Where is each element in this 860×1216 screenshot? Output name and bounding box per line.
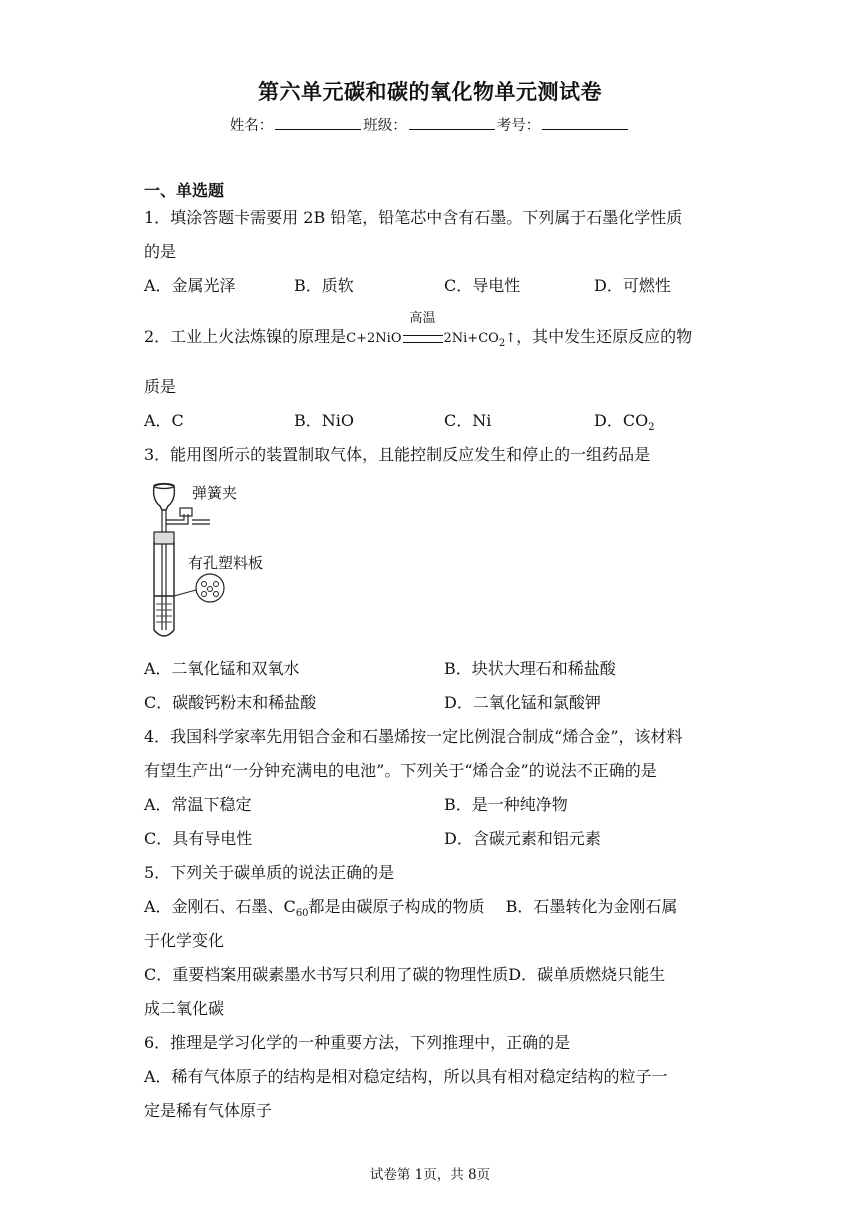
q2-option-a[interactable]: A．C [144,411,184,430]
q2-option-d-sub: 2 [648,422,655,434]
name-label: 姓名： [229,118,274,134]
section-title: 一、单选题 [144,181,225,200]
q4-option-b[interactable]: B．是一种纯净物 [444,795,568,814]
q4-option-c[interactable]: C．具有导电性 [144,829,253,848]
q2-eq-left: C+2NiO [346,331,402,346]
q2-eq-right-sub: 2 [498,338,506,350]
figure-label-clamp: 弹簧夹 [192,484,238,502]
q3-option-a[interactable]: A．二氧化锰和双氧水 [144,659,300,678]
q5-stem-line2 [144,897,719,924]
q2-stem-line1 [144,311,719,354]
class-blank[interactable] [409,115,495,130]
q4-option-d[interactable]: D．含碳元素和铝元素 [444,829,601,848]
q2-option-d-text: D．CO [594,411,649,430]
page-footer: 试卷第 1页，共 8页 [369,1167,491,1183]
q1-option-d[interactable]: D．可燃性 [594,276,671,295]
apparatus-figure [140,480,280,642]
q1-option-a[interactable]: A．金属光泽 [144,276,236,295]
q2-prefix: 2．工业上火法炼镍的原理是 [144,327,347,346]
q1-stem-line2: 的是 [144,242,177,261]
q2-option-d[interactable] [594,411,655,438]
q4-option-a[interactable]: A．常温下稳定 [144,795,252,814]
q1-option-b[interactable]: B．质软 [294,276,354,295]
q3-stem-line1: 3．能用图所示的装置制取气体，且能控制反应发生和停止的一组药品是 [144,445,651,464]
class-label: 班级： [363,118,407,134]
q2-option-c[interactable]: C．Ni [444,411,492,430]
q3-option-b[interactable]: B．块状大理石和稀盐酸 [444,659,616,678]
q6-stem-line3: 定是稀有气体原子 [144,1101,273,1120]
q5-stem-line4: C．重要档案用碳素墨水书写只利用了碳的物理性质D．碳单质燃烧只能生 [144,965,666,984]
q5-stem-line5: 成二氧化碳 [144,999,225,1018]
q2-stem-line2: 质是 [144,377,177,396]
q5-line2-b: 都是由碳原子构成的物质 B．石墨转化为金刚石属 [308,897,678,916]
q5-stem-line3: 于化学变化 [144,931,225,950]
q6-stem-line1: 6．推理是学习化学的一种重要方法，下列推理中，正确的是 [144,1033,571,1052]
page-title: 第六单元碳和碳的氧化物单元测试卷 [258,80,602,104]
name-blank[interactable] [275,115,361,130]
q1-option-c[interactable]: C．导电性 [444,276,521,295]
q2-eq-sign [402,311,444,349]
q5-line2-a: A．金刚石、石墨、C [144,897,296,916]
up-arrow-icon: ↑ [505,331,517,346]
figure-label-plate: 有孔塑料板 [188,554,264,572]
q3-option-c[interactable]: C．碳酸钙粉末和稀盐酸 [144,693,317,712]
q2-eq-condition: 高温 [409,311,436,326]
q4-stem-line2: 有望生产出“一分钟充满电的电池”。下列关于“烯合金”的说法不正确的是 [144,761,657,780]
q6-stem-line2: A．稀有气体原子的结构是相对稳定结构，所以具有相对稳定结构的粒子一 [144,1067,668,1086]
q1-stem-line1: 1．填涂答题卡需要用 2B 铅笔，铅笔芯中含有石墨。下列属于石墨化学性质 [144,208,683,227]
q5-line2-sub: 60 [295,908,309,920]
exam-label: 考号： [496,118,541,134]
student-info [0,114,860,135]
q2-eq-right: 2Ni+CO [443,331,499,346]
q2-suffix: ，其中发生还原反应的物 [516,327,693,346]
exam-blank[interactable] [542,115,628,130]
q2-option-b[interactable]: B．NiO [294,411,354,430]
q3-option-d[interactable]: D．二氧化锰和氯酸钾 [444,693,601,712]
q5-stem-line1: 5．下列关于碳单质的说法正确的是 [144,863,395,882]
q4-stem-line1: 4．我国科学家率先用铝合金和石墨烯按一定比例混合制成“烯合金”，该材料 [144,727,683,746]
